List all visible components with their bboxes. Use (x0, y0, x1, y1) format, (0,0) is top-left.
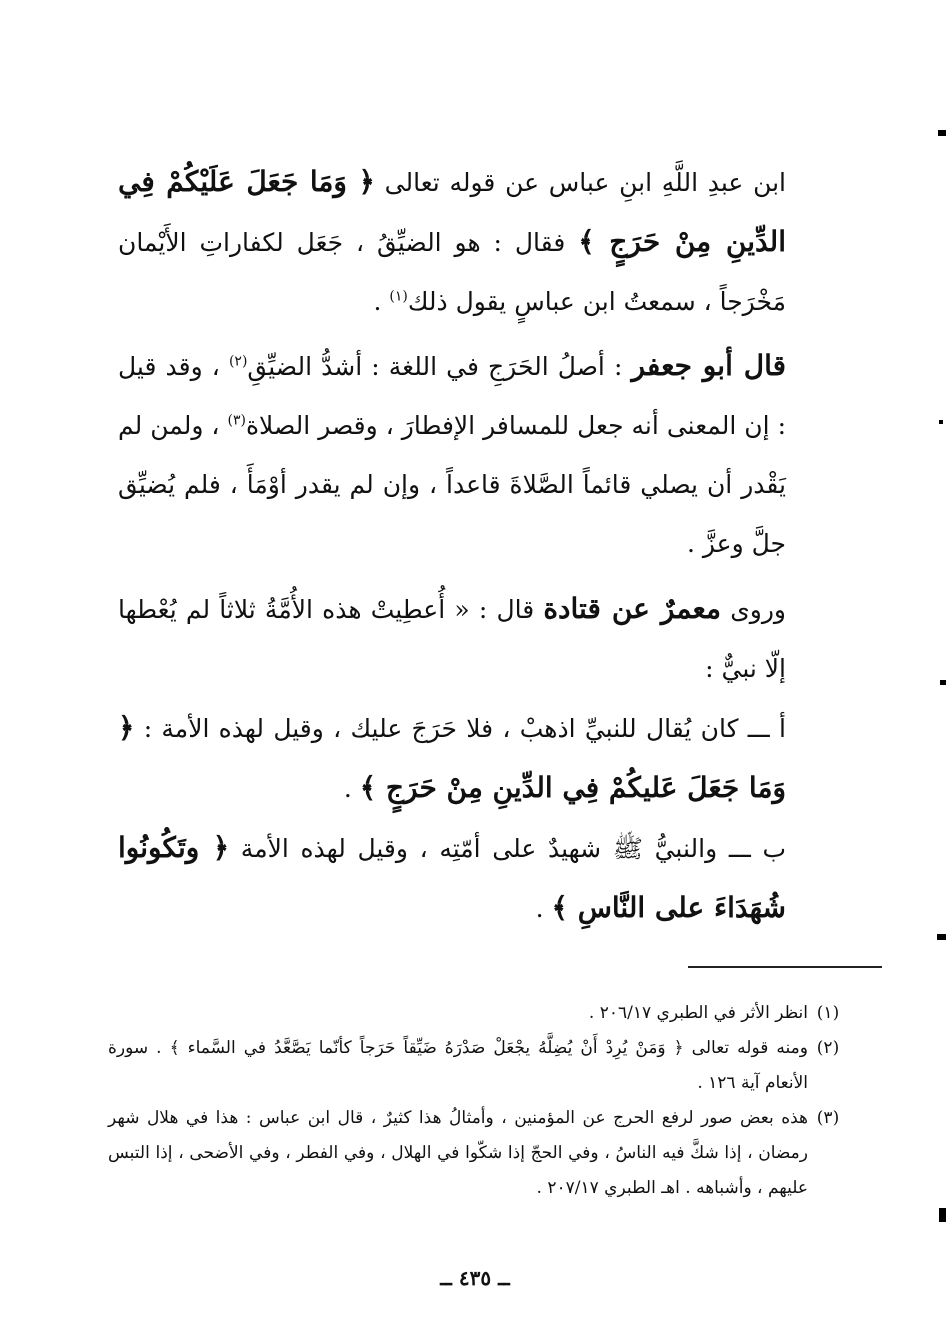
p3-text-b: قال : « أُعطِيتْ هذه الأُمَّةُ ثلاثاً لم يُعْطها إلّا نبيٌّ : (118, 595, 786, 683)
page-number: ــ ٤٣٥ ــ (440, 1266, 510, 1290)
list-item-a (118, 698, 786, 818)
narrator-name: معمرٌ عن قتادة (543, 592, 722, 625)
edge-scan-mark (938, 130, 946, 136)
p2-text-b: ، وقد قيل : إن المعنى أنه جعل للمسافر الإفطارَ ، وقصر الصلاة (118, 352, 786, 440)
edge-scan-mark (940, 680, 946, 685)
quran-quote: ﴿ وتَكُونُوا شُهَدَاءَ على النَّاسِ ﴾ (118, 831, 786, 924)
footnote-number: (٣) (816, 1108, 840, 1128)
footnote (108, 1031, 848, 1101)
p1-text-c: . (373, 287, 390, 316)
list-item-b (118, 818, 786, 938)
p1-text-a: ابن عبدِ اللَّهِ ابنِ عباس عن قوله تعالى (374, 168, 787, 197)
footnote-ref-2[interactable]: (٢) (228, 353, 248, 370)
edge-scan-mark (939, 420, 943, 424)
footnote (108, 1101, 848, 1206)
item-a-text: كان يُقال للنبيِّ اذهبْ ، فلا حَرَجَ عليك ، وقيل لهذه الأمة : (134, 714, 748, 743)
p2-text-c: ، ولمن لم يَقْدر أن يصلي قائماً الصَّلاةَ قاعداً ، وإن لم يقدر أوْمَأَ ، فلم يُضيِّق جلَّ وعزَّ . (118, 411, 786, 558)
footnote-ref-1[interactable]: (١) (389, 288, 408, 305)
p3-text-a: وروى (721, 595, 787, 624)
item-b-label: ب ـــ (728, 834, 786, 863)
footnote-number: (١) (816, 1003, 840, 1023)
paragraph-2 (118, 336, 786, 573)
quran-quote: ﴿ وَمَا جَعَلَ عَلَيْكُمْ فِي الدِّينِ مِنْ حَرَجٍ ﴾ (118, 165, 786, 258)
footnote-divider (688, 966, 882, 968)
item-b-text: والنبيُّ ﷺ شهيدٌ على أمّتِه ، وقيل لهذه الأمة (229, 834, 729, 863)
item-a-end: . (343, 774, 360, 803)
main-text (118, 152, 786, 938)
edge-scan-mark (939, 1208, 946, 1222)
footnote-text: انظر الأثر في الطبري ٢٠٦/١٧ . (588, 1003, 808, 1023)
paragraph-3 (118, 579, 786, 698)
footnote-number: (٢) (816, 1038, 840, 1058)
item-b-end: . (535, 894, 552, 923)
paragraph-1 (118, 152, 786, 331)
quran-quote: ﴿ وَمَا جَعَلَ عَليكُمْ فِي الدِّينِ مِنْ حَرَجٍ ﴾ (118, 711, 786, 804)
p1-text-b: فقال : هو الضيِّقُ ، جَعَل لكفاراتِ الأَيْمان مَخْرَجاً ، سمعتُ ابن عباسٍ يقول ذلك (118, 228, 786, 316)
footnote-text: ومنه قوله تعالى ﴿ وَمَنْ يُرِدْ أَنْ يُضِلَّهُ يجْعَلْ صَدْرَهُ ضَيِّقاً حَرَجاً كأنّما يَصَّعَّدُ في السَّماء ﴾ . سورة الأنعام آية ١٢٦ . (108, 1038, 808, 1093)
p2-text-a: : أصلُ الحَرَجِ في اللغة : أشدُّ الضيِّقِ (247, 352, 632, 381)
speaker-name: قال أبو جعفر (631, 349, 787, 382)
item-a-label: أ ـــ (747, 714, 786, 743)
footnotes (108, 996, 848, 1206)
footnote (108, 996, 848, 1031)
footnote-ref-3[interactable]: (٣) (227, 412, 246, 429)
footnote-text: هذه بعض صور لرفع الحرج عن المؤمنين ، وأمثالُ هذا كثيرٌ ، قال ابن عباس : هذا في هلال شهر رمضان ، إذا شكَّ فيه الناسُ ، وفي الحجّ إذا شكّوا في الهلال ، وفي الفطر ، وفي الأضحى ، إذا التبس عليهم ، وأشباهه . اهـ الطبري ٢٠٧/١٧ . (108, 1108, 808, 1198)
edge-scan-mark (937, 934, 946, 940)
